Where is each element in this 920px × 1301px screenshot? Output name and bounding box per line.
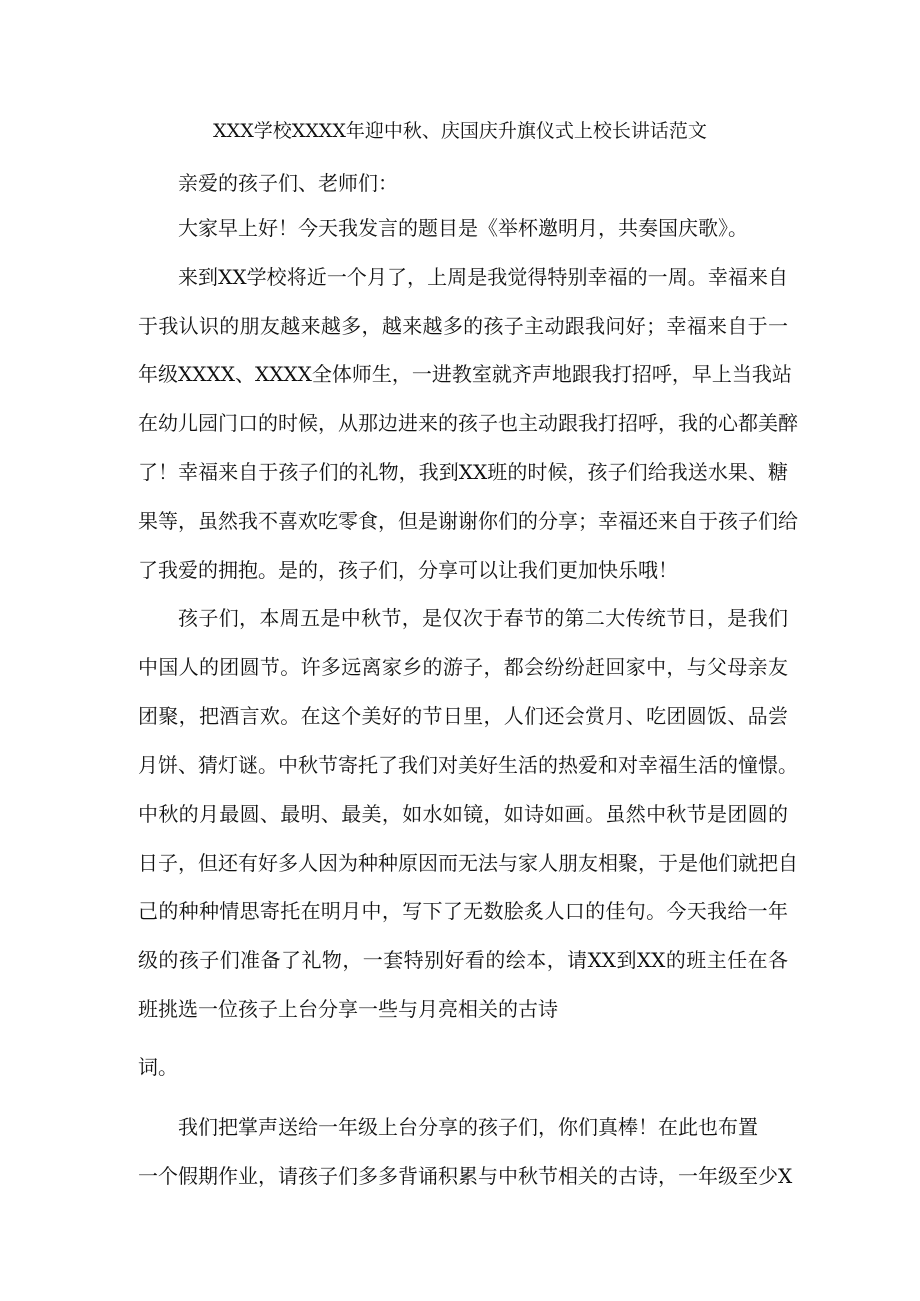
- paragraph-3-line-1: 我们把掌声送给一年级上台分享的孩子们，你们真棒！在此也布置: [178, 1115, 758, 1139]
- paragraph-2-line-8: 级的孩子们准备了礼物，一套特别好看的绘本，请XX到XX的班主任在各: [138, 948, 788, 972]
- paragraph-3-line-2: 一个假期作业，请孩子们多多背诵积累与中秋节相关的古诗，一年级至少X: [138, 1164, 793, 1188]
- greeting: 大家早上好！今天我发言的题目是《举杯邀明月，共奏国庆歌》。: [178, 216, 748, 240]
- paragraph-1-line-3: 年级XXXX、XXXX全体师生，一进教室就齐声地跟我打招呼，早上当我站: [138, 362, 792, 386]
- paragraph-2-line-7: 己的种种情思寄托在明月中，写下了无数脍炙人口的佳句。今天我给一年: [138, 899, 788, 923]
- paragraph-1-line-4: 在幼儿园门口的时候，从那边进来的孩子也主动跟我打招呼，我的心都美醉: [138, 411, 798, 435]
- paragraph-2-line-9: 班挑选一位孩子上台分享一些与月亮相关的古诗: [138, 997, 558, 1021]
- paragraph-1-line-7: 了我爱的拥抱。是的，孩子们，分享可以让我们更加快乐哦！: [138, 558, 678, 582]
- paragraph-1-line-5: 了！幸福来自于孩子们的礼物，我到XX班的时候，孩子们给我送水果、糖: [138, 460, 788, 484]
- paragraph-2-line-3: 团聚，把酒言欢。在这个美好的节日里，人们还会赏月、吃团圆饭、品尝: [138, 704, 788, 728]
- paragraph-2-line-4: 月饼、猜灯谜。中秋节寄托了我们对美好生活的热爱和对幸福生活的憧憬。: [138, 753, 798, 777]
- salutation: 亲爱的孩子们、老师们：: [178, 171, 398, 195]
- paragraph-1-line-2: 于我认识的朋友越来越多，越来越多的孩子主动跟我问好；幸福来自于一: [138, 314, 788, 338]
- paragraph-1-line-6: 果等，虽然我不喜欢吃零食，但是谢谢你们的分享；幸福还来自于孩子们给: [138, 509, 798, 533]
- paragraph-2-line-1: 孩子们，本周五是中秋节，是仅次于春节的第二大传统节日，是我们: [178, 606, 788, 630]
- paragraph-2-line-2: 中国人的团圆节。许多远离家乡的游子，都会纷纷赶回家中，与父母亲友: [138, 655, 788, 679]
- paragraph-2-line-6: 日子，但还有好多人因为种种原因而无法与家人朋友相聚，于是他们就把自: [138, 851, 798, 875]
- paragraph-1-line-1: 来到XX学校将近一个月了，上周是我觉得特别幸福的一周。幸福来自: [178, 265, 788, 289]
- document-title: XXX学校XXXX年迎中秋、庆国庆升旗仪式上校长讲话范文: [213, 120, 707, 142]
- paragraph-2-line-10: 词。: [138, 1055, 178, 1079]
- paragraph-2-line-5: 中秋的月最圆、最明、最美，如水如镜，如诗如画。虽然中秋节是团圆的: [138, 802, 788, 826]
